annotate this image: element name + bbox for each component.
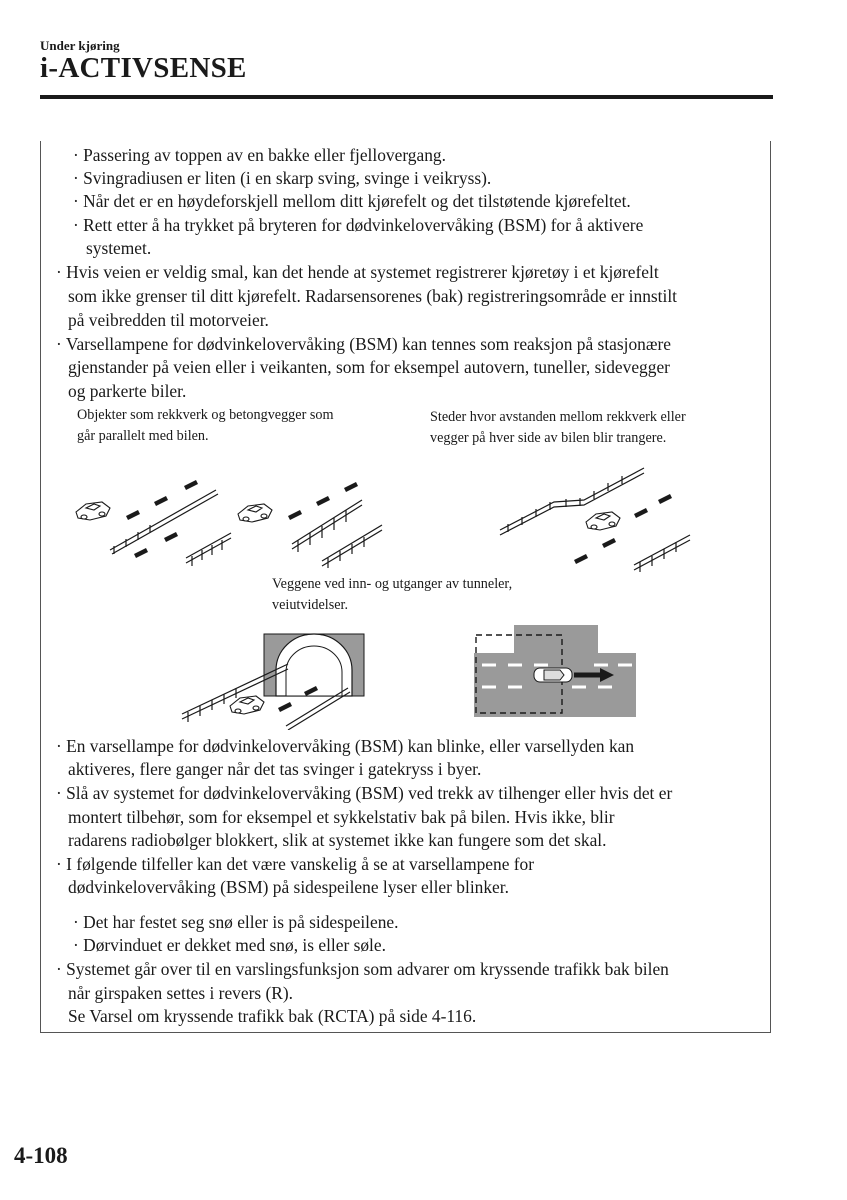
caption-narrowing-walls: Steder hvor avstanden mellom rekkverk eller [430,409,686,425]
caption-parallel-objects-cont: går parallelt med bilen. [77,428,209,444]
bullet-hard-to-see: · I følgende tilfeller kan det være vanskelig å se at varsellampene for [56,854,535,874]
bullet-stationary-objects-cont-2: og parkerte biler. [68,381,187,401]
bullet-stationary-objects-cont-1: gjenstander på veien eller i veikanten, som for eksempel autovern, tuneller, sidevegger [68,357,670,377]
sub-bullet-snow-mirrors: · Det har festet seg snø eller is på sidespeilene. [73,912,399,932]
bullet-rcta-cont-1: når girspaken settes i revers (R). [68,983,294,1003]
section-label: Under kjøring [40,38,120,53]
bullet-hard-to-see-cont: dødvinkelovervåking (BSM) på sidespeilene lyser eller blinker. [68,877,509,897]
sub-bullet-after-switch-cont: systemet. [86,238,152,258]
title-rule [40,95,773,99]
illustration-double-guardrail [232,470,392,570]
bullet-stationary-objects: · Varsellampene for dødvinkelovervåking (BSM) kan tennes som reaksjon på stasjonære [56,334,671,354]
caption-tunnel-walls: Veggene ved inn- og utganger av tunneler, [272,576,513,592]
caption-tunnel-walls-cont: veiutvidelser. [272,597,349,613]
bullet-narrow-road: · Hvis veien er veldig smal, kan det hende at systemet registrerer kjøretøy i et kjørefelt [56,262,659,282]
bullet-rcta: · Systemet går over til en varslingsfunksjon som advarer om kryssende trafikk bak bilen [56,959,669,979]
sub-bullet-door-window: · Dørvinduet er dekket med snø, is eller søle. [73,935,386,955]
bullet-narrow-road-cont-1: som ikke grenser til ditt kjørefelt. Radarsensorenes (bak) registreringsområde er innstilt [68,286,677,306]
page-number: 4-108 [14,1143,68,1168]
illustration-parallel-guardrail [66,470,236,570]
illustration-narrowing-guardrail [494,460,694,580]
illustration-tunnel-entrance [178,630,378,730]
bullet-trailer-cont-2: radarens radiobølger blokkert, slik at systemet ikke kan fungere som det skal. [68,830,607,850]
sub-bullet-after-switch: · Rett etter å ha trykket på bryteren for dødvinkelovervåking (BSM) for å aktivere [73,215,644,235]
bullet-city-turns-cont: aktiveres, flere ganger når det tas svinger i gatekryss i byer. [68,759,482,779]
caption-parallel-objects: Objekter som rekkverk og betongvegger som [77,407,334,423]
page-title: i-ACTIVSENSE [40,52,247,84]
bullet-rcta-cont-2: Se Varsel om kryssende trafikk bak (RCTA) på side 4-116. [68,1006,477,1026]
caption-narrowing-walls-cont: vegger på hver side av bilen blir trangere. [430,430,667,446]
bullet-city-turns: · En varsellampe for dødvinkelovervåking (BSM) kan blinke, eller varsellyden kan [56,736,635,756]
sub-bullet-height-difference: · Når det er en høydeforskjell mellom ditt kjørefelt og det tilstøtende kjørefeltet. [73,191,631,211]
bullet-narrow-road-cont-2: på veibredden til motorveier. [68,310,269,330]
bullet-trailer: · Slå av systemet for dødvinkelovervåking (BSM) ved trekk av tilhenger eller hvis det er [56,783,673,803]
sub-bullet-turn-radius: · Svingradiusen er liten (i en skarp sving, svinge i veikryss). [73,168,492,188]
illustration-road-widening [474,625,638,717]
bullet-trailer-cont-1: montert tilbehør, som for eksempel et sykkelstativ bak på bilen. Hvis ikke, blir [68,807,615,827]
sub-bullet-hilltop: · Passering av toppen av en bakke eller fjellovergang. [73,145,446,165]
